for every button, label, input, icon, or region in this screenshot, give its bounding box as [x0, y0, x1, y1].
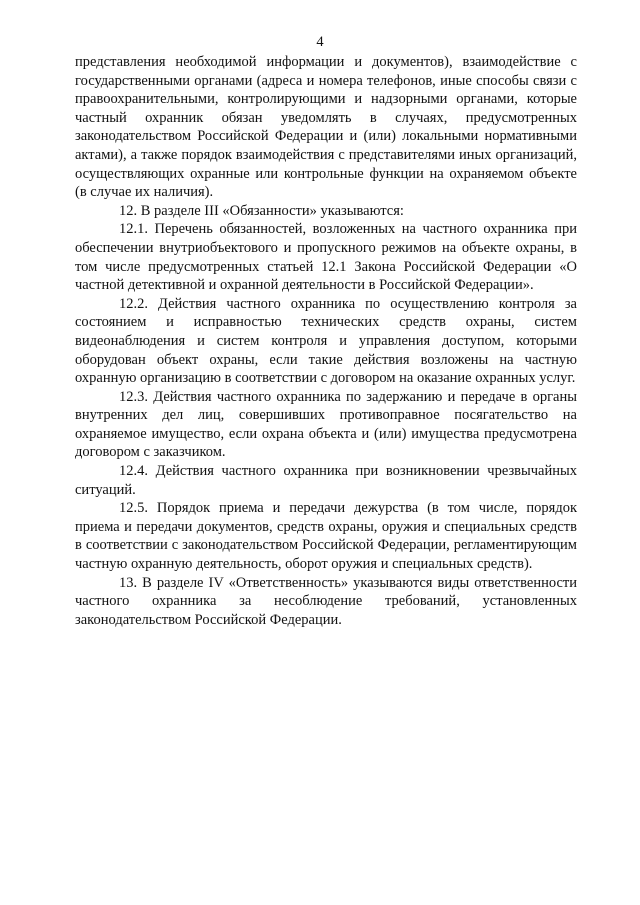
document-body — [75, 53, 577, 629]
paragraph-12-3: 12.3. Действия частного охранника по задержанию и передаче в органы внутренних дел лиц, совершивших противоправное посягательство на охраняемое имущество, если охрана объекта и (или) имущества предусмотрена договором с заказчиком. — [75, 388, 577, 461]
paragraph-section-13: 13. В разделе IV «Ответственность» указываются виды ответственности частного охранника за несоблюдение требований, установленных законодательством Российской Федерации. — [75, 574, 577, 628]
paragraph-12-4: 12.4. Действия частного охранника при возникновении чрезвычайных ситуаций. — [75, 463, 577, 498]
paragraph-continuation: представления необходимой информации и документов), взаимодействие с государственными органами (адреса и номера телефонов, иные способы связи с правоохранительными, контролирующими и надзорными органами, которые частный охранник обязан уведомлять в случаях, предусмотренных законодательством Российской Федерации и (или) локальными нормативными актами), а также порядок взаимодействия с представителями иных организаций, осуществляющих охранные или контрольные функции на охраняемом объекте (в случае их наличия). — [75, 54, 577, 201]
paragraph-section-12: 12. В разделе III «Обязанности» указываются: — [119, 202, 404, 219]
paragraph-12-1: 12.1. Перечень обязанностей, возложенных на частного охранника при обеспечении внутриобъектового и пропускного режимов на объекте охраны, в том числе предусмотренных статьей 12.1 Закона Российской Федерации «О частной детективной и охранной деятельности в Российской Федерации». — [75, 221, 577, 294]
page-number: 4 — [316, 34, 324, 50]
paragraph-12-2: 12.2. Действия частного охранника по осуществлению контроля за состоянием и исправностью технических средств охраны, систем видеонаблюдения и систем контроля и управления доступом, которыми оборудован объект охраны, если такие действия возложены на частную охранную организацию в соответствии с договором на оказание охранных услуг. — [75, 295, 577, 387]
paragraph-12-5: 12.5. Порядок приема и передачи дежурства (в том числе, порядок приема и передачи документов, средств охраны, оружия и специальных средств в соответствии с законодательством Российской Федерации, регламентирующим частную охранную деятельность, оборот оружия и специальных средств). — [75, 500, 577, 573]
